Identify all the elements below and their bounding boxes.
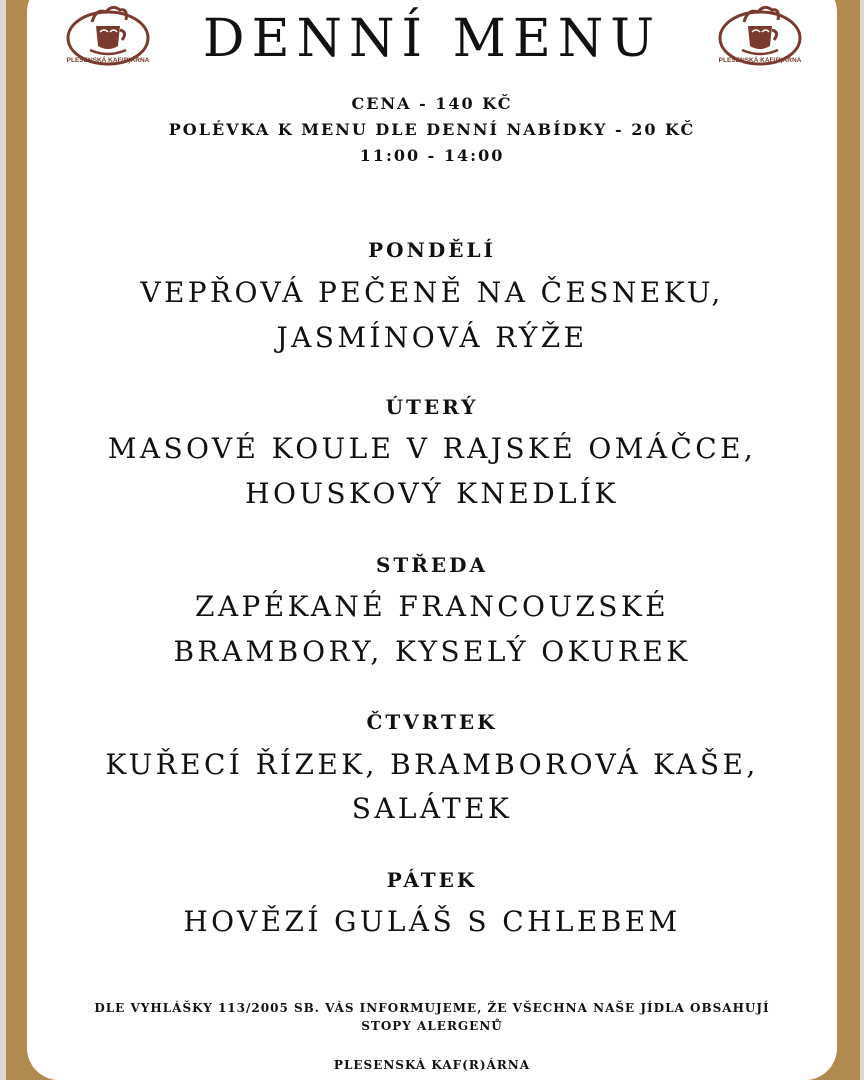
day-heading-monday: PONDĚLÍ <box>368 238 496 262</box>
dish-thursday-line2: SALÁTEK <box>351 792 513 825</box>
dish-wednesday-line1: ZAPÉKANÉ FRANCOUZSKÉ <box>195 590 669 623</box>
day-heading-tuesday: ÚTERÝ <box>385 395 479 419</box>
logo-text-left: PLESENSKÁ KAF(R)ÁRNA <box>66 57 150 64</box>
allergen-notice-line1: DLE VYHLÁŠKY 113/2005 SB. VÁS INFORMUJEME, ŽE VŠECHNA NAŠE JÍDLA OBSAHUJÍ <box>94 1001 770 1015</box>
allergen-notice-line2: STOPY ALERGENŮ <box>361 1019 503 1033</box>
logo-text-right: PLESENSKÁ KAF(R)ÁRNA <box>718 57 802 64</box>
dish-tuesday-line1: MASOVÉ KOULE V RAJSKÉ OMÁČCE, <box>107 432 757 465</box>
dish-monday-line2: JASMÍNOVÁ RÝŽE <box>276 321 588 354</box>
day-heading-wednesday: STŘEDA <box>375 553 489 577</box>
soup-info: POLÉVKA K MENU DLE DENNÍ NABÍDKY - 20 KČ <box>168 120 696 139</box>
dish-monday-line1: VEPŘOVÁ PEČENĚ NA ČESNEKU, <box>140 276 724 309</box>
day-heading-friday: PÁTEK <box>386 868 478 892</box>
dish-friday-line1: HOVĚZÍ GULÁŠ S CHLEBEM <box>183 905 681 938</box>
dish-thursday-line1: KUŘECÍ ŘÍZEK, BRAMBOROVÁ KAŠE, <box>105 748 759 781</box>
day-heading-thursday: ČTVRTEK <box>366 710 498 734</box>
price-info: CENA - 140 KČ <box>351 94 513 113</box>
footer-brand: PLESENSKÁ KAF(R)ÁRNA <box>333 1058 531 1072</box>
serving-hours: 11:00 - 14:00 <box>359 146 505 165</box>
dish-tuesday-line2: HOUSKOVÝ KNEDLÍK <box>245 477 619 510</box>
page-title: DENNÍ MENU <box>202 9 662 69</box>
dish-wednesday-line2: BRAMBORY, KYSELÝ OKUREK <box>173 635 691 668</box>
